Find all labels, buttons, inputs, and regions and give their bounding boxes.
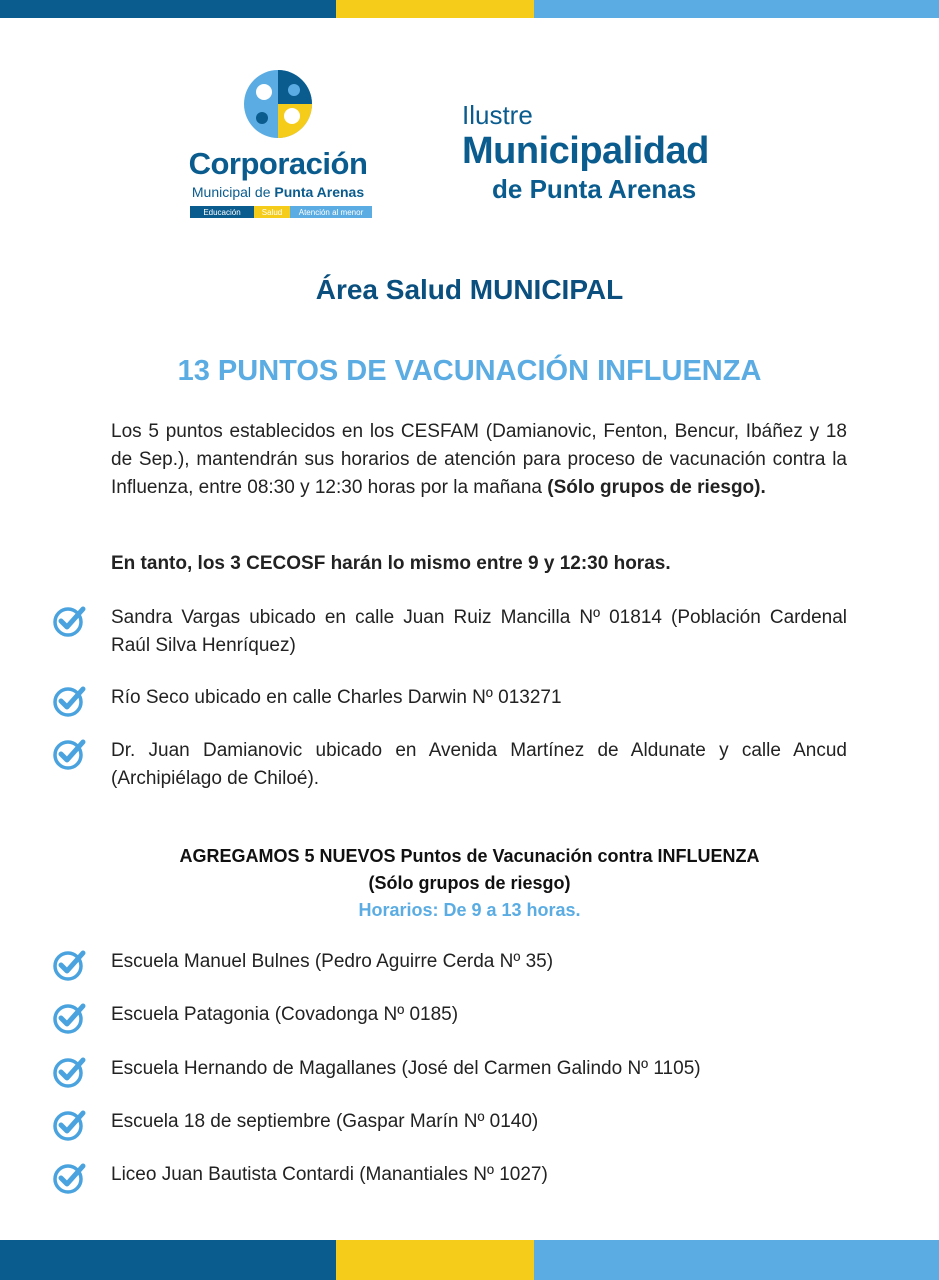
tag-educacion: Educación bbox=[190, 206, 254, 218]
list-item-text: Escuela Hernando de Magallanes (José del Carmen Galindo Nº 1105) bbox=[111, 1058, 701, 1079]
check-circle-icon bbox=[52, 1108, 86, 1142]
check-circle-icon bbox=[52, 604, 86, 638]
corporacion-logo bbox=[178, 68, 378, 220]
list-item-text: Sandra Vargas ubicado en calle Juan Ruiz Mancilla Nº 01814 (Población Cardenal Raúl Silva Henríquez) bbox=[111, 607, 847, 656]
stripe-light-blue bbox=[534, 0, 939, 18]
list-item-text: Río Seco ubicado en calle Charles Darwin Nº 013271 bbox=[111, 687, 562, 708]
corporacion-tags bbox=[190, 206, 372, 218]
stripe-dark-blue bbox=[0, 0, 336, 18]
list-item-text: Escuela Patagonia (Covadonga Nº 0185) bbox=[111, 1004, 459, 1025]
list-item-text: Escuela 18 de septiembre (Gaspar Marín Nº 0140) bbox=[111, 1111, 539, 1132]
corporacion-subtitle: Municipal de Punta Arenas bbox=[191, 184, 365, 200]
municipalidad-line2: Municipalidad bbox=[462, 130, 709, 172]
stripe-yellow bbox=[336, 1240, 534, 1280]
check-circle-icon bbox=[52, 948, 86, 982]
municipalidad-line3: de Punta Arenas bbox=[492, 174, 697, 204]
intro-paragraph: Los 5 puntos establecidos en los CESFAM (Damianovic, Fenton, Bencur, Ibáñez y 18 de Sep.), mantendrán sus horarios de atención para proceso de vacunación contra la Influenza, entre 08:30 y 12:30 horas por la mañana (Sólo grupos de riesgo). bbox=[111, 421, 847, 498]
new-points-subheading: (Sólo grupos de riesgo) bbox=[368, 873, 571, 893]
check-circle-icon bbox=[52, 1055, 86, 1089]
bottom-color-stripe bbox=[0, 1240, 939, 1280]
list-item-text: Escuela Manuel Bulnes (Pedro Aguirre Cerda Nº 35) bbox=[111, 951, 554, 972]
check-circle-icon bbox=[52, 1161, 86, 1195]
check-circle-icon bbox=[52, 737, 86, 771]
tag-atencion: Atención al menor bbox=[290, 206, 372, 218]
municipalidad-line1: Ilustre bbox=[462, 100, 533, 130]
list-item-text: Dr. Juan Damianovic ubicado en Avenida Martínez de Aldunate y calle Ancud (Archipiélago de Chiloé). bbox=[111, 740, 847, 789]
stripe-dark-blue bbox=[0, 1240, 336, 1280]
new-points-heading: AGREGAMOS 5 NUEVOS Puntos de Vacunación contra INFLUENZA bbox=[179, 846, 760, 866]
puzzle-logo-icon bbox=[240, 68, 316, 140]
municipalidad-logo bbox=[462, 100, 742, 210]
tag-salud: Salud bbox=[254, 206, 290, 218]
list-item-text: Liceo Juan Bautista Contardi (Manantiales Nº 1027) bbox=[111, 1164, 548, 1185]
cecosf-note: En tanto, los 3 CECOSF harán lo mismo entre 9 y 12:30 horas. bbox=[111, 553, 671, 574]
main-title: 13 PUNTOS DE VACUNACIÓN INFLUENZA bbox=[177, 355, 762, 387]
stripe-light-blue bbox=[534, 1240, 939, 1280]
check-circle-icon bbox=[52, 684, 86, 718]
stripe-yellow bbox=[336, 0, 534, 18]
check-circle-icon bbox=[52, 1001, 86, 1035]
area-title: Área Salud MUNICIPAL bbox=[315, 274, 624, 305]
top-color-stripe bbox=[0, 0, 939, 18]
new-points-hours: Horarios: De 9 a 13 horas. bbox=[358, 900, 581, 920]
corporacion-name: Corporación bbox=[188, 146, 368, 181]
